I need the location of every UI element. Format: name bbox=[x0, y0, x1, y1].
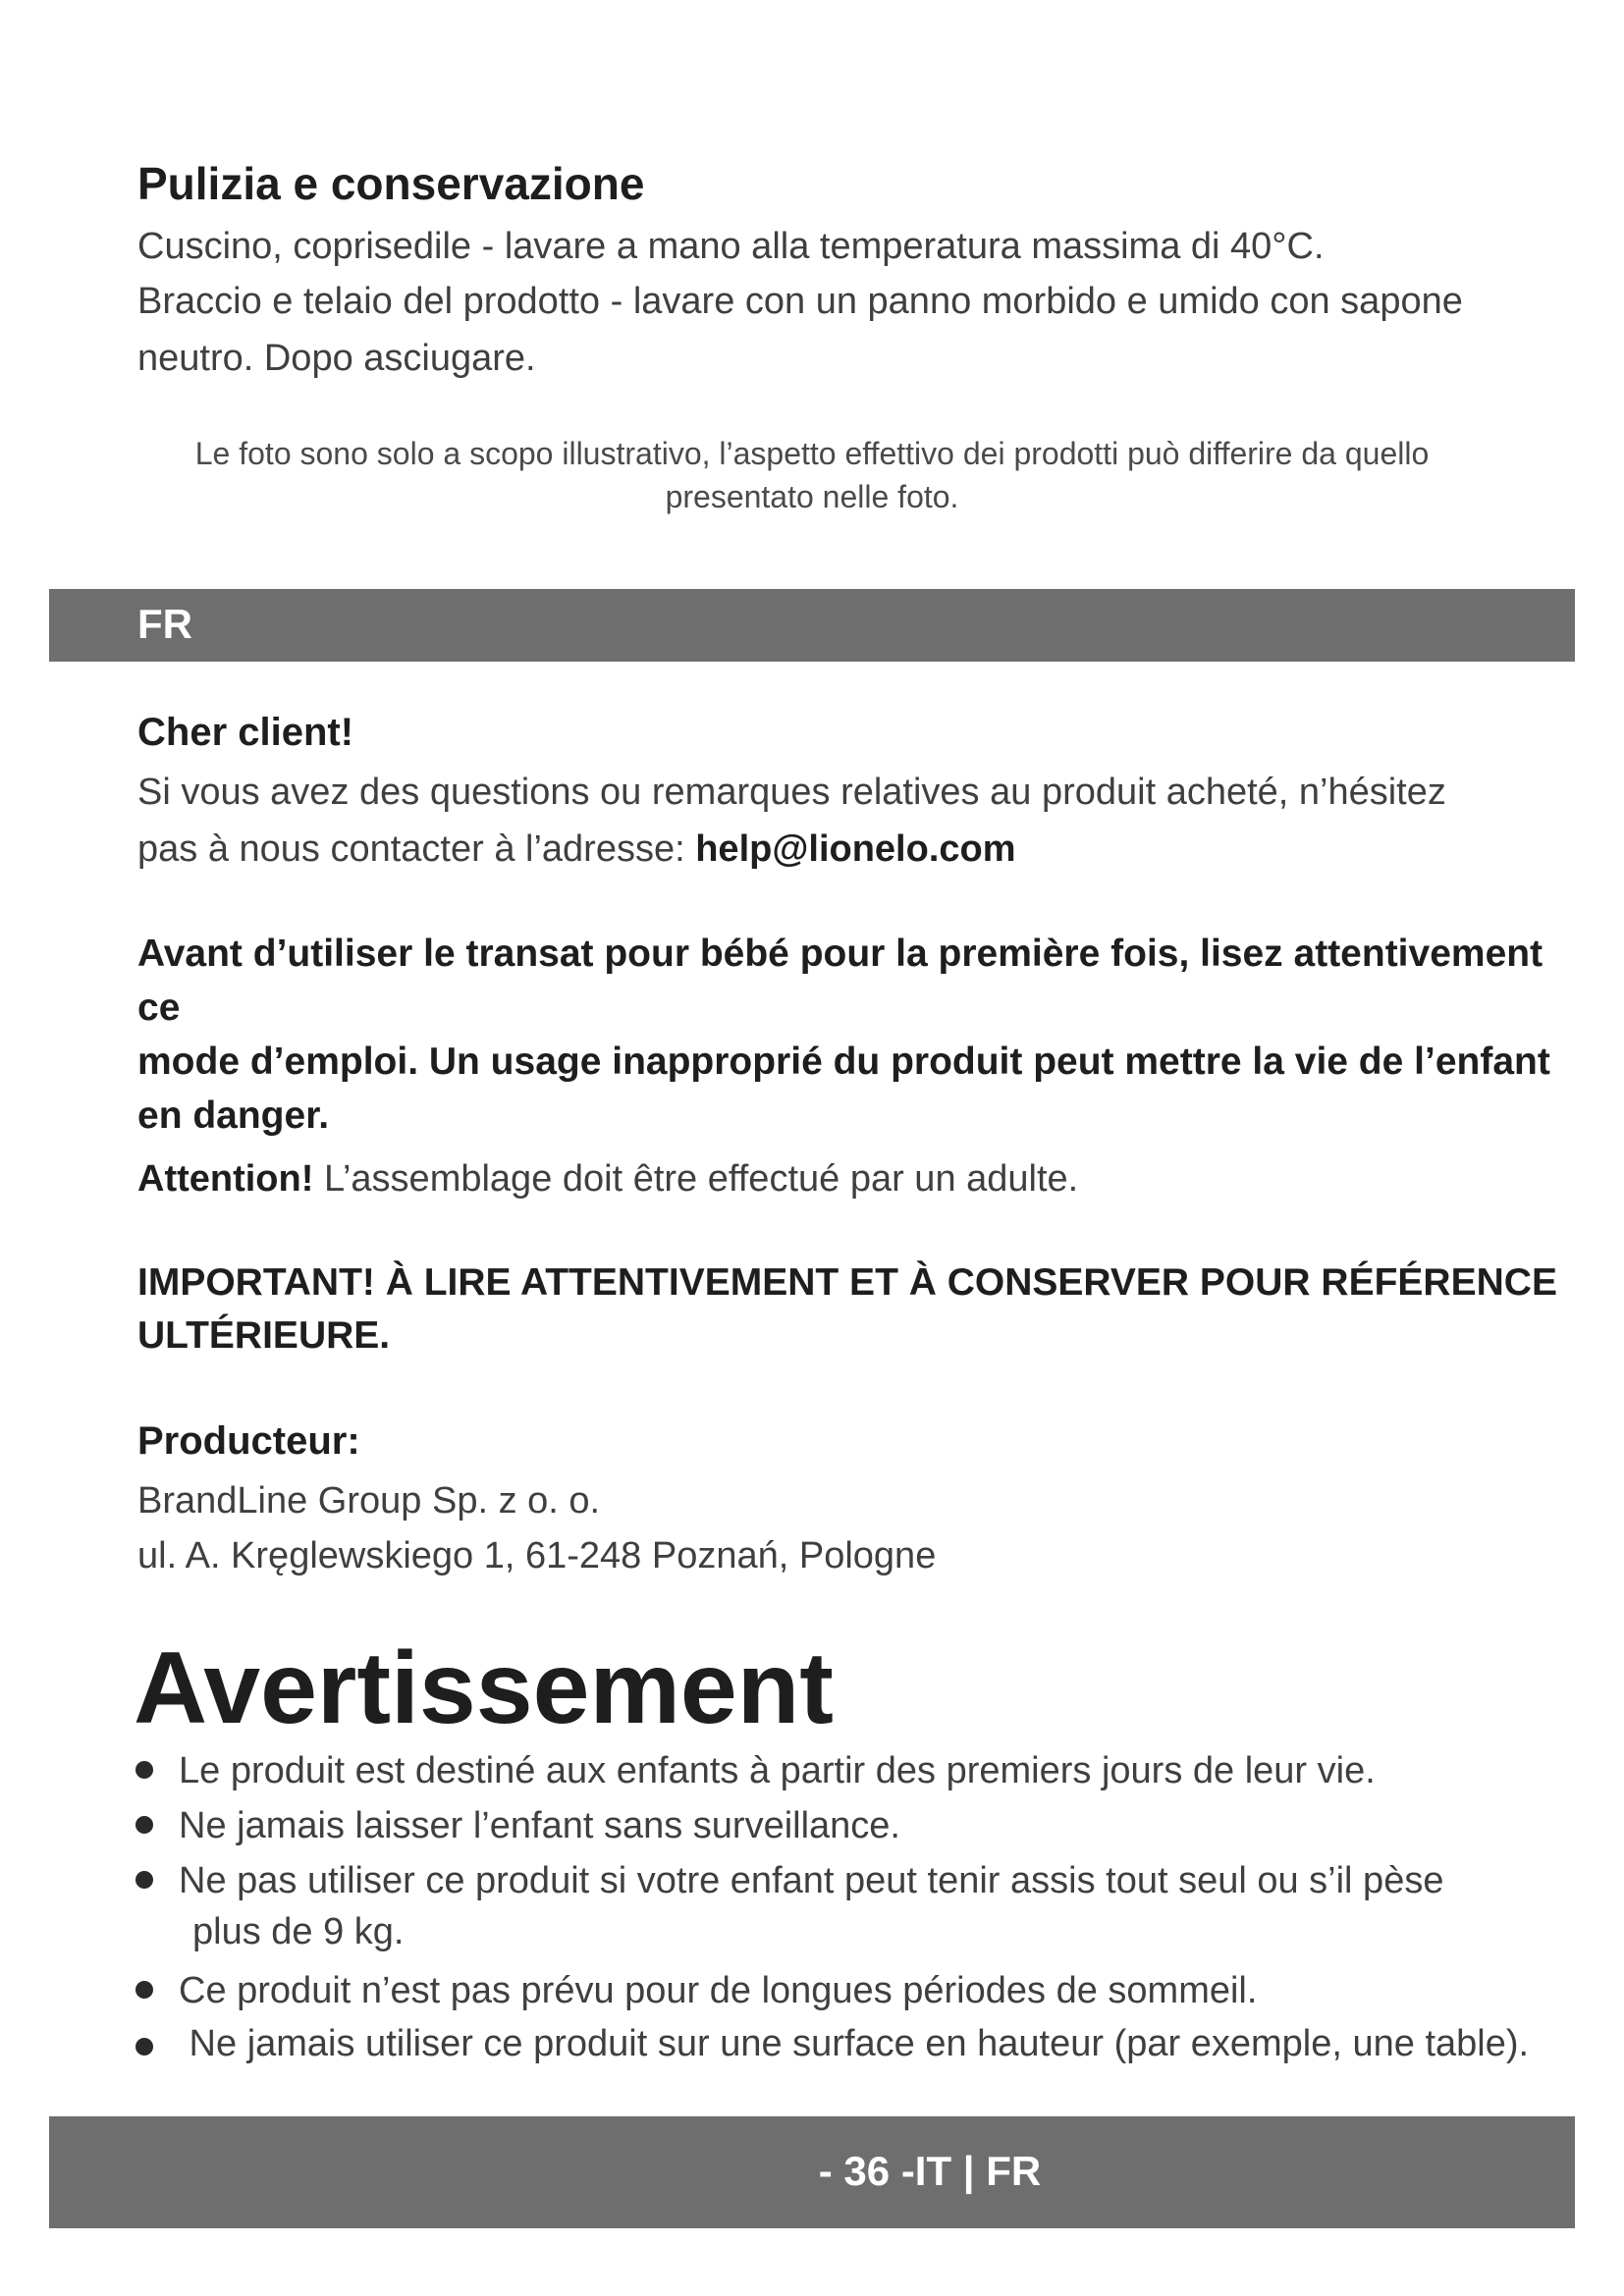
cleaning-line-3: neutro. Dopo asciugare. bbox=[137, 338, 536, 379]
producer-heading: Producteur: bbox=[137, 1419, 360, 1463]
language-bar-label: FR bbox=[137, 601, 192, 647]
important-line-1: IMPORTANT! À LIRE ATTENTIVEMENT ET À CONSERVER POUR RÉFÉRENCE bbox=[137, 1261, 1557, 1304]
producer-address: ul. A. Kręglewskiego 1, 61-248 Poznań, Pologne bbox=[137, 1535, 937, 1576]
important-notice bbox=[137, 1256, 1581, 1362]
warnings-heading: Avertissement bbox=[134, 1631, 834, 1745]
warning-item-text: Ne pas utiliser ce produit si votre enfant peut tenir assis tout seul ou s’il pèse bbox=[179, 1860, 1444, 1901]
bullet-icon bbox=[135, 1761, 153, 1779]
section-heading-cleaning: Pulizia e conservazione bbox=[137, 158, 645, 209]
usage-warning-line-2: mode d’emploi. Un usage inapproprié du produit peut mettre la vie de l’enfant bbox=[137, 1041, 1550, 1083]
usage-warning-line-3: en danger. bbox=[137, 1095, 330, 1137]
usage-warning bbox=[137, 927, 1581, 1143]
contact-email-link[interactable]: help@lionelo.com bbox=[695, 828, 1016, 870]
contact-line-1: Si vous avez des questions ou remarques relatives au produit acheté, n’hésitez bbox=[137, 772, 1446, 813]
bullet-icon bbox=[135, 1871, 153, 1889]
warning-item-text: Ce produit n’est pas prévu pour de longues périodes de sommeil. bbox=[179, 1970, 1258, 2011]
greeting-heading: Cher client! bbox=[137, 711, 354, 754]
contact-line-2 bbox=[137, 821, 1016, 878]
photo-disclaimer bbox=[98, 432, 1526, 518]
page-number: - 36 -IT | FR bbox=[818, 2148, 1042, 2194]
warning-item-text: Ne jamais laisser l’enfant sans surveillance. bbox=[179, 1805, 900, 1846]
language-bar-fr bbox=[49, 589, 1575, 662]
producer-name: BrandLine Group Sp. z o. o. bbox=[137, 1480, 601, 1522]
photo-disclaimer-line-2: presentato nelle foto. bbox=[665, 479, 959, 514]
bullet-icon bbox=[135, 2038, 153, 2056]
important-line-2: ULTÉRIEURE. bbox=[137, 1314, 391, 1357]
attention-label: Attention! bbox=[137, 1158, 314, 1200]
warning-item-text: Le produit est destiné aux enfants à partir des premiers jours de leur vie. bbox=[179, 1750, 1376, 1791]
photo-disclaimer-line-1: Le foto sono solo a scopo illustrativo, l’aspetto effettivo dei prodotti può differire da quello bbox=[194, 436, 1430, 471]
usage-warning-line-1: Avant d’utiliser le transat pour bébé pour la première fois, lisez attentivement ce bbox=[137, 933, 1543, 1029]
cleaning-line-1: Cuscino, coprisedile - lavare a mano alla temperatura massima di 40°C. bbox=[137, 226, 1325, 267]
attention-line bbox=[137, 1150, 1078, 1207]
page-footer bbox=[49, 2116, 1575, 2228]
bullet-icon bbox=[135, 1981, 153, 1999]
cleaning-line-2: Braccio e telaio del prodotto - lavare con un panno morbido e umido con sapone bbox=[137, 281, 1463, 322]
attention-text: L’assemblage doit être effectué par un adulte. bbox=[313, 1158, 1079, 1200]
contact-prefix: pas à nous contacter à l’adresse: bbox=[137, 828, 696, 870]
bullet-icon bbox=[135, 1816, 153, 1834]
warning-item-text: plus de 9 kg. bbox=[192, 1911, 405, 1952]
warning-item-text: Ne jamais utiliser ce produit sur une surface en hauteur (par exemple, une table). bbox=[179, 2023, 1530, 2064]
